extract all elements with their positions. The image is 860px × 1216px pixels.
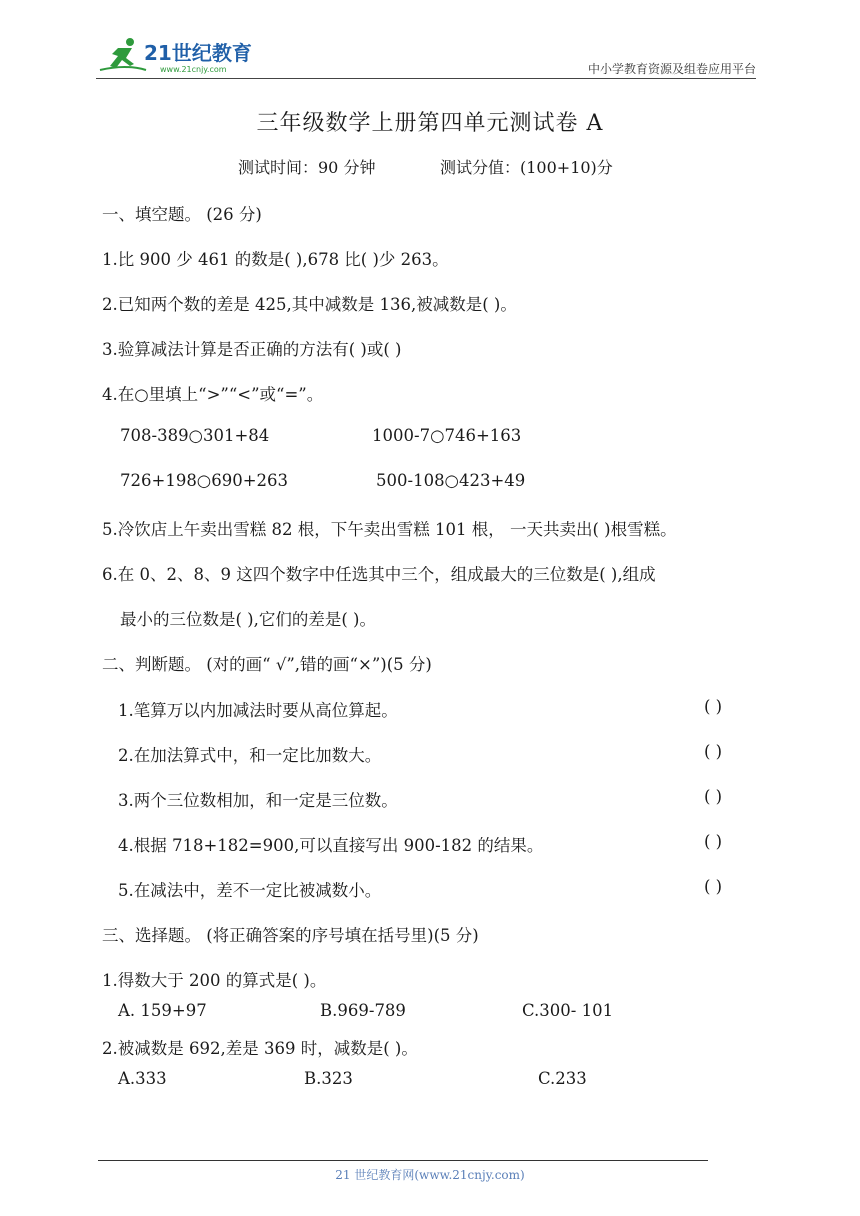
runner-logo-icon (96, 34, 256, 78)
mc-question-1: 1.得数大于 200 的算式是( )。 (102, 971, 327, 990)
tf-item-3: 3.两个三位数相加，和一定是三位数。 (118, 791, 398, 810)
section-2-heading: 二、判断题。 (对的画“ √”,错的画“×”)(5 分) (102, 655, 432, 674)
tf-answer-bracket-2: ( ) (704, 742, 723, 761)
tf-item-5: 5.在减法中，差不一定比被减数小。 (118, 881, 382, 900)
tf-item-2: 2.在加法算式中，和一定比加数大。 (118, 746, 382, 765)
s1-question-5: 5.冷饮店上午卖出雪糕 82 根，下午卖出雪糕 101 根， 一天共卖出( )根雪糕。 (102, 520, 677, 539)
tf-answer-bracket-3: ( ) (704, 787, 723, 806)
platform-tagline: 中小学教育资源及组卷应用平台 (587, 62, 756, 76)
mc-q2-option-c: C.233 (538, 1069, 587, 1088)
site-logo (96, 34, 256, 78)
footer-link[interactable]: 21 世纪教育网(www.21cnjy.com) (335, 1168, 525, 1182)
tf-item-4: 4.根据 718+182=900,可以直接写出 900-182 的结果。 (118, 836, 544, 855)
tf-answer-bracket-4: ( ) (704, 832, 723, 851)
tf-answer-bracket-1: ( ) (704, 697, 723, 716)
section-3-heading: 三、选择题。 (将正确答案的序号填在括号里)(5 分) (102, 926, 479, 945)
logo-text: 21世纪教育 (144, 41, 252, 65)
s1-question-2: 2.已知两个数的差是 425,其中减数是 136,被减数是( )。 (102, 295, 517, 314)
mc-q2-option-a: A.333 (118, 1069, 167, 1088)
page-title: 三年级数学上册第四单元测试卷 A (256, 111, 604, 136)
s1-q4-compare-3: 726+198○690+263 (120, 471, 289, 490)
footer-divider (98, 1160, 708, 1161)
test-score: 测试分值：(100+10)分 (440, 158, 613, 177)
header-divider (96, 78, 756, 79)
s1-question-1: 1.比 900 少 461 的数是( ),678 比( )少 263。 (102, 250, 449, 269)
mc-q1-option-c: C.300- 101 (522, 1001, 614, 1020)
tf-item-1: 1.笔算万以内加减法时要从高位算起。 (118, 701, 398, 720)
tf-answer-bracket-5: ( ) (704, 877, 723, 896)
s1-question-3: 3.验算减法计算是否正确的方法有( )或( ) (102, 340, 402, 359)
mc-q1-option-b: B.969-789 (320, 1001, 406, 1020)
test-time: 测试时间：90 分钟 (238, 158, 376, 177)
s1-q4-compare-4: 500-108○423+49 (376, 471, 526, 490)
s1-q4-compare-1: 708-389○301+84 (120, 426, 270, 445)
logo-url: www.21cnjy.com (160, 65, 227, 74)
s1-question-6-cont: 最小的三位数是( ),它们的差是( )。 (120, 610, 376, 629)
mc-q2-option-b: B.323 (304, 1069, 353, 1088)
mc-question-2: 2.被减数是 692,差是 369 时，减数是( )。 (102, 1039, 418, 1058)
s1-q4-compare-2: 1000-7○746+163 (372, 426, 522, 445)
mc-q1-option-a: A. 159+97 (118, 1001, 207, 1020)
section-1-heading: 一、填空题。 (26 分) (102, 205, 262, 224)
s1-question-4: 4.在○里填上“>”“<”或“=”。 (102, 385, 324, 404)
s1-question-6: 6.在 0、2、8、9 这四个数字中任选其中三个，组成最大的三位数是( ),组成 (102, 565, 656, 584)
